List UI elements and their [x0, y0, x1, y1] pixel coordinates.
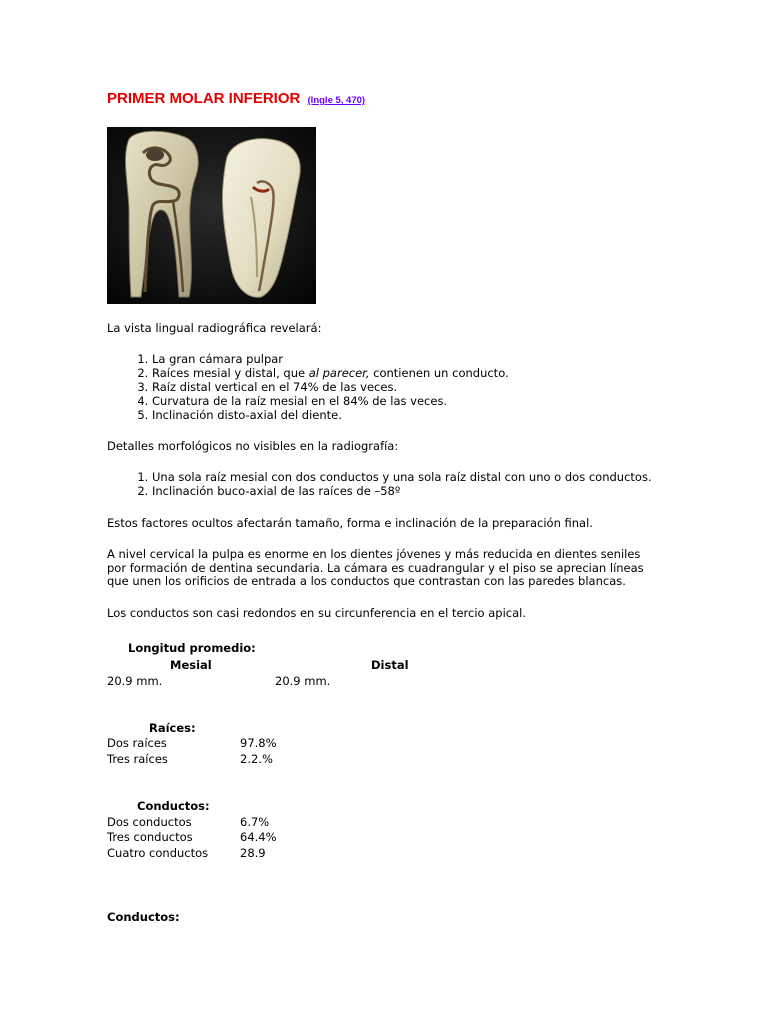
list-item: 3. Raíz distal vertical en el 74% de las veces.	[152, 380, 509, 394]
conductos-final-heading: Conductos:	[107, 910, 180, 924]
paragraph-conductos: Los conductos son casi redondos en su circunferencia en el tercio apical.	[107, 606, 526, 620]
table-row-label: Dos conductos	[107, 815, 192, 829]
table-row-label: Dos raíces	[107, 736, 167, 750]
molar-photo	[107, 127, 316, 304]
table-row-value: 97.8%	[240, 736, 277, 750]
list-item: 5. Inclinación disto-axial del diente.	[152, 408, 509, 422]
longitud-heading: Longitud promedio:	[128, 641, 256, 655]
title-text: PRIMER MOLAR INFERIOR	[107, 90, 301, 107]
table-row-label: Cuatro conductos	[107, 846, 209, 860]
details-heading: Detalles morfológicos no visibles en la radiografía:	[107, 439, 399, 453]
conductos-heading: Conductos:	[137, 799, 210, 813]
paragraph-cervical: A nivel cervical la pulpa es enorme en los dientes jóvenes y más reducida en dientes seniles por formación de dentina secundaria. La cámara es cuadrangular y el piso se aprecian líneas que unen los orificios de entrada a los conductos que contrastan con las paredes blancas.	[107, 547, 644, 588]
column-distal: Distal	[371, 658, 409, 672]
table-row-value: 64.4%	[240, 830, 277, 844]
list-item: 2. Inclinación buco-axial de las raíces de –58º	[152, 484, 652, 498]
table-row-value: 6.7%	[240, 815, 270, 829]
table-row-label: Tres conductos	[107, 830, 193, 844]
table-row-label: Tres raíces	[107, 752, 168, 766]
list-item: 1. La gran cámara pulpar	[152, 352, 509, 366]
table-row-value: 28.9	[240, 846, 266, 860]
column-mesial: Mesial	[170, 658, 212, 672]
distal-value: 20.9 mm.	[275, 674, 331, 688]
morphology-list	[107, 470, 652, 498]
list-item: 4. Curvatura de la raíz mesial en el 84% de las veces.	[152, 394, 509, 408]
mesial-value: 20.9 mm.	[107, 674, 163, 688]
radiographic-list	[107, 352, 509, 422]
paragraph-factors: Estos factores ocultos afectarán tamaño, forma e inclinación de la preparación final.	[107, 516, 593, 530]
page-title	[107, 90, 365, 107]
intro-text: La vista lingual radiográfica revelará:	[107, 321, 322, 335]
raices-heading: Raíces:	[149, 721, 196, 735]
list-item: 1. Una sola raíz mesial con dos conductos y una sola raíz distal con uno o dos conductos.	[152, 470, 652, 484]
list-item: 2. Raíces mesial y distal, que al parecer, contienen un conducto.	[152, 366, 509, 380]
reference-link[interactable]: (Ingle 5, 470)	[307, 95, 366, 106]
table-row-value: 2.2.%	[240, 752, 273, 766]
